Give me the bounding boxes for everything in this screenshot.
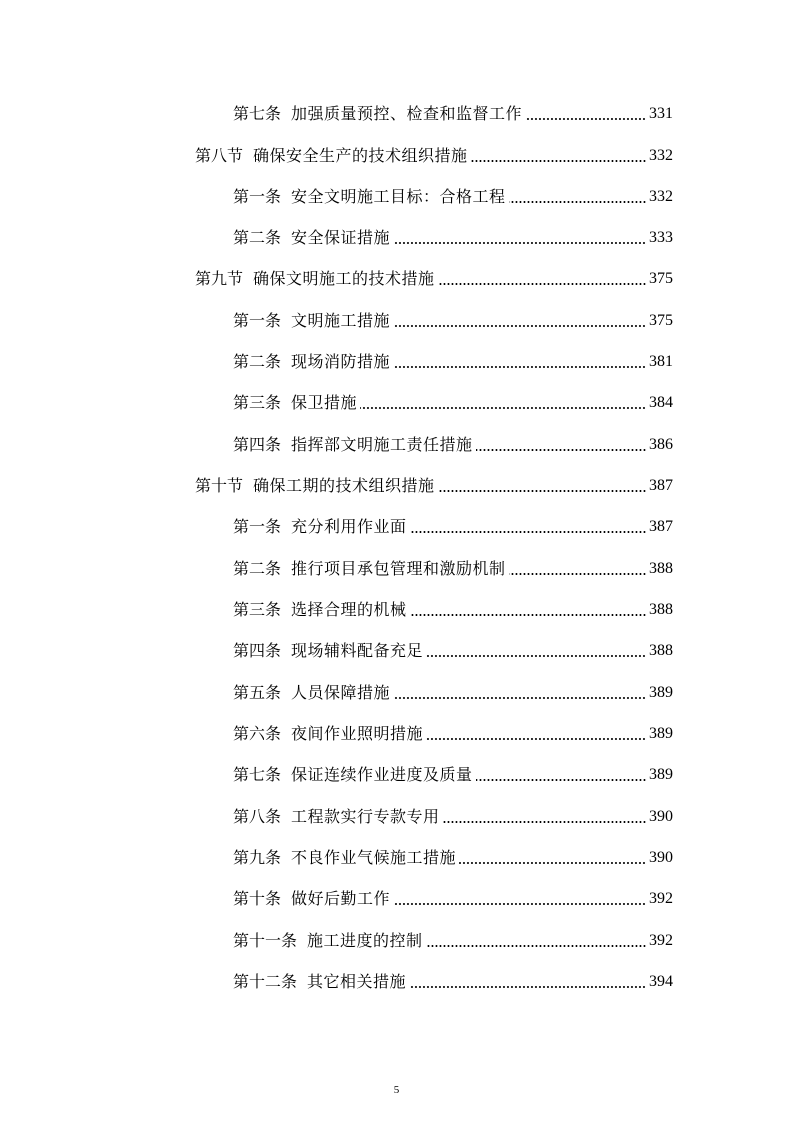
toc-entry[interactable] xyxy=(233,181,673,207)
toc-entry-page: 388 xyxy=(649,560,673,577)
toc-entry[interactable] xyxy=(233,98,673,124)
toc-entry-number: 第十一条 xyxy=(233,931,298,950)
toc-entry-title: 确保安全生产的技术组织措施 xyxy=(253,146,468,165)
toc-entry-number: 第四条 xyxy=(233,641,282,660)
toc-entry-title: 施工进度的控制 xyxy=(307,931,423,950)
toc-entry-title: 保卫措施 xyxy=(291,393,358,412)
toc-entry-title: 指挥部文明施工责任措施 xyxy=(291,435,473,454)
toc-entry[interactable] xyxy=(233,883,673,909)
toc-entry-title: 夜间作业照明措施 xyxy=(291,724,424,743)
toc-entry-number: 第十节 xyxy=(195,476,244,495)
toc-entry-number: 第六条 xyxy=(233,724,282,743)
toc-entry-title: 做好后勤工作 xyxy=(291,889,391,908)
toc-entry-number: 第一条 xyxy=(233,187,282,206)
toc-entry-page: 332 xyxy=(649,147,673,164)
toc-entry-page: 387 xyxy=(649,518,673,535)
toc-entry-page: 390 xyxy=(649,849,673,866)
toc-entry[interactable] xyxy=(233,966,673,992)
toc-entry[interactable] xyxy=(233,594,673,620)
dot-leader xyxy=(509,201,646,203)
dot-leader xyxy=(360,407,646,409)
page-number: 5 xyxy=(393,1084,400,1096)
dot-leader xyxy=(438,283,646,285)
dot-leader xyxy=(393,366,646,368)
dot-leader xyxy=(393,697,646,699)
toc-entry-number: 第二条 xyxy=(233,228,282,247)
toc-entry-number: 第十条 xyxy=(233,889,282,908)
toc-entry-page: 394 xyxy=(649,973,673,990)
toc-entry-page: 390 xyxy=(649,808,673,825)
dot-leader xyxy=(393,242,646,244)
toc-entry-number: 第八条 xyxy=(233,807,282,826)
toc-entry-title: 加强质量预控、检查和监督工作 xyxy=(291,104,523,123)
toc-entry-number: 第一条 xyxy=(233,517,282,536)
toc-entry-page: 375 xyxy=(649,270,673,287)
dot-leader xyxy=(410,531,646,533)
dot-leader xyxy=(426,945,646,947)
toc-entry[interactable] xyxy=(233,635,673,661)
toc-entry-title: 确保文明施工的技术措施 xyxy=(253,269,435,288)
toc-entry-number: 第九节 xyxy=(195,269,244,288)
toc-entry[interactable] xyxy=(195,263,673,289)
toc-entry[interactable] xyxy=(233,553,673,579)
toc-entry-page: 384 xyxy=(649,394,673,411)
dot-leader xyxy=(393,325,646,327)
dot-leader xyxy=(393,903,646,905)
toc-entry[interactable] xyxy=(233,677,673,703)
toc-entry-title: 现场辅料配备充足 xyxy=(291,641,424,660)
toc-entry[interactable] xyxy=(195,470,673,496)
toc-entry[interactable] xyxy=(233,429,673,455)
toc-entry[interactable] xyxy=(233,925,673,951)
dot-leader xyxy=(476,449,646,451)
dot-leader xyxy=(410,614,646,616)
dot-leader xyxy=(525,118,646,120)
toc-entry-number: 第九条 xyxy=(233,848,282,867)
dot-leader xyxy=(426,738,646,740)
toc-entry-page: 388 xyxy=(649,601,673,618)
toc-entry-title: 人员保障措施 xyxy=(291,683,391,702)
toc-entry-page: 387 xyxy=(649,477,673,494)
toc-entry-number: 第三条 xyxy=(233,393,282,412)
toc-entry[interactable] xyxy=(233,801,673,827)
toc-entry-number: 第三条 xyxy=(233,600,282,619)
toc-entry-page: 375 xyxy=(649,312,673,329)
dot-leader xyxy=(509,573,646,575)
toc-entry-title: 现场消防措施 xyxy=(291,352,391,371)
toc-entry-page: 389 xyxy=(649,725,673,742)
toc-entry-number: 第一条 xyxy=(233,311,282,330)
toc-entry-page: 388 xyxy=(649,642,673,659)
dot-leader xyxy=(471,160,646,162)
toc-entry-page: 332 xyxy=(649,188,673,205)
toc-entry[interactable] xyxy=(233,305,673,331)
toc-entry-page: 331 xyxy=(649,105,673,122)
toc-entry-title: 推行项目承包管理和激励机制 xyxy=(291,559,506,578)
toc-entry[interactable] xyxy=(233,718,673,744)
toc-entry-number: 第四条 xyxy=(233,435,282,454)
toc-entry-title: 安全文明施工目标：合格工程 xyxy=(291,187,506,206)
toc-entry[interactable] xyxy=(233,387,673,413)
toc-entry[interactable] xyxy=(233,346,673,372)
dot-leader xyxy=(426,655,646,657)
dot-leader xyxy=(443,821,646,823)
toc-entry-title: 选择合理的机械 xyxy=(291,600,407,619)
toc-entry-number: 第二条 xyxy=(233,559,282,578)
toc-entry-title: 工程款实行专款专用 xyxy=(291,807,440,826)
dot-leader xyxy=(459,862,646,864)
toc-entry-page: 392 xyxy=(649,890,673,907)
toc-entry-title: 保证连续作业进度及质量 xyxy=(291,765,473,784)
toc-entry-title: 其它相关措施 xyxy=(307,972,407,991)
dot-leader xyxy=(476,779,646,781)
toc-entry-page: 389 xyxy=(649,684,673,701)
toc-entry-number: 第二条 xyxy=(233,352,282,371)
toc-entry-page: 386 xyxy=(649,436,673,453)
toc-entry-title: 文明施工措施 xyxy=(291,311,391,330)
toc-entry[interactable] xyxy=(233,842,673,868)
toc-entry[interactable] xyxy=(233,511,673,537)
toc-entry-page: 333 xyxy=(649,229,673,246)
toc-entry-title: 确保工期的技术组织措施 xyxy=(253,476,435,495)
toc-entry-page: 392 xyxy=(649,932,673,949)
toc-entry-number: 第七条 xyxy=(233,765,282,784)
dot-leader xyxy=(409,986,646,988)
toc-entry-number: 第七条 xyxy=(233,104,282,123)
toc-entry-title: 安全保证措施 xyxy=(291,228,391,247)
toc-entry-title: 不良作业气候施工措施 xyxy=(291,848,457,867)
toc-entry-number: 第五条 xyxy=(233,683,282,702)
toc-entry[interactable] xyxy=(233,759,673,785)
toc-entry-title: 充分利用作业面 xyxy=(291,517,407,536)
toc-entry[interactable] xyxy=(195,140,673,166)
toc-entry-number: 第十二条 xyxy=(233,972,298,991)
toc-entry-page: 381 xyxy=(649,353,673,370)
dot-leader xyxy=(438,490,646,492)
toc-entry-page: 389 xyxy=(649,766,673,783)
toc-entry-number: 第八节 xyxy=(195,146,244,165)
toc-entry[interactable] xyxy=(233,222,673,248)
